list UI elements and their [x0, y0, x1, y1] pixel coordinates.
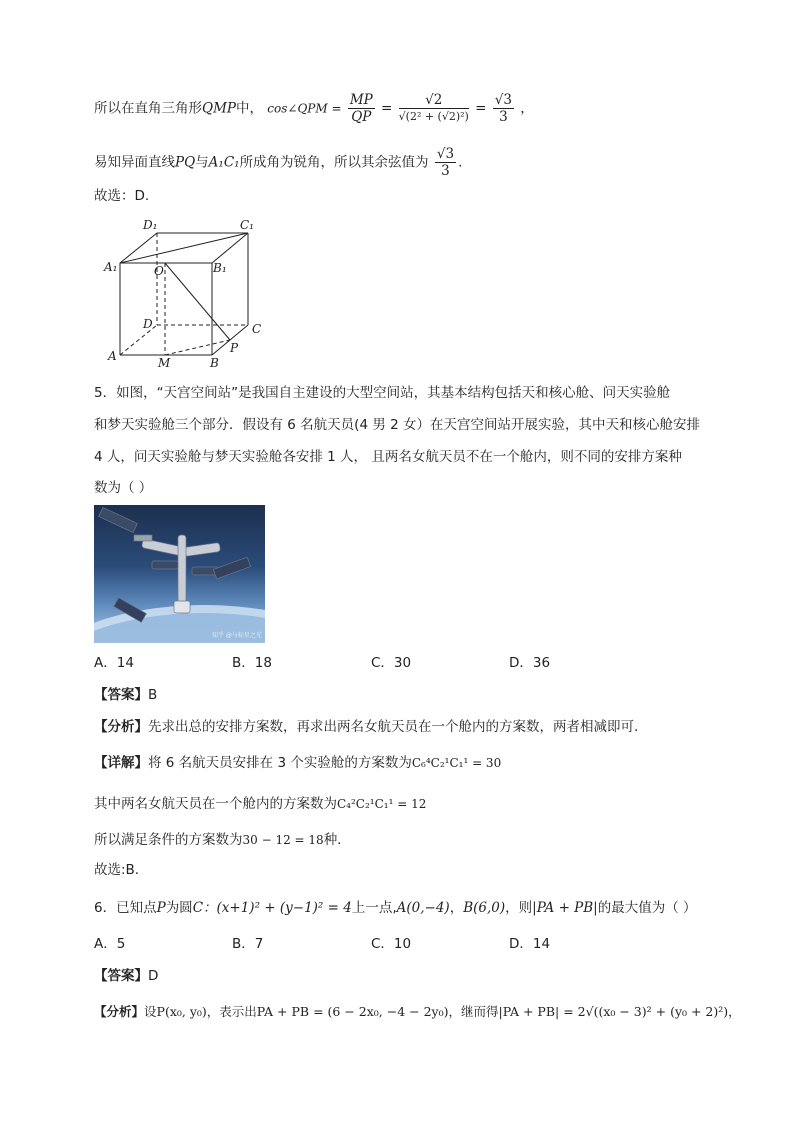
- expr: P(x₀, y₀): [156, 1004, 207, 1019]
- q5-option-d[interactable]: D．36: [509, 655, 551, 671]
- q5-line-4: 数为（ ）: [94, 480, 153, 496]
- math-a1c1: A₁C₁: [208, 154, 240, 171]
- text: .: [458, 154, 463, 171]
- text: 易知异面直线: [94, 154, 175, 171]
- math-pq: PQ: [175, 154, 196, 171]
- answer-tag: 【答案】: [94, 687, 148, 703]
- answer-tag: 【答案】: [94, 968, 148, 984]
- label-d1: D₁: [143, 218, 158, 232]
- q6-analysis: [94, 1002, 741, 1022]
- fraction-answer: [435, 146, 456, 179]
- label-d: D: [143, 317, 153, 331]
- math-circle: C：(x+1)² + (y−1)² = 4: [192, 900, 352, 916]
- text: ，则: [505, 900, 533, 916]
- expr: 30 − 12 = 18: [242, 833, 324, 847]
- fraction-result: [493, 92, 514, 125]
- q5-choose: 故选:B.: [94, 862, 140, 878]
- math-tri: QMP: [202, 100, 236, 117]
- expr: C₄²C₂¹C₁¹ = 12: [337, 797, 427, 811]
- equals: =: [381, 100, 393, 117]
- q5-detail: [94, 753, 501, 773]
- cube-figure: [100, 215, 280, 370]
- math-p: P: [156, 900, 166, 916]
- text: 所以在直角三角形: [94, 100, 202, 117]
- space-station-photo: [94, 505, 265, 643]
- q6-option-b[interactable]: B．7: [232, 936, 264, 952]
- q5-option-c[interactable]: C．30: [371, 655, 412, 671]
- space-station-image: [94, 505, 265, 643]
- expr: |PA + PB| = 2√((x₀ − 3)² + (y₀ + 2)²): [498, 1004, 729, 1019]
- q6-options: [94, 934, 694, 954]
- q6-stem: [94, 898, 697, 918]
- text: ，: [728, 1004, 741, 1019]
- text: 所以满足条件的方案数为: [94, 832, 243, 848]
- frac-den: QP: [351, 109, 372, 125]
- line-skew-lines: [94, 146, 462, 179]
- text: ，表示出: [206, 1004, 257, 1019]
- detail-tag: 【详解】: [94, 755, 148, 771]
- label-a1: A₁: [104, 260, 118, 274]
- line-cos-qpm: [94, 92, 534, 125]
- label-b: B: [210, 356, 219, 370]
- q5-option-a[interactable]: A．14: [94, 655, 134, 671]
- q5-options: [94, 653, 694, 673]
- q5-line-1: 5．如图，“天宫空间站”是我国自主建设的大型空间站，其基本结构包括天和核心舱、问天实验舱: [94, 385, 671, 401]
- analysis-tag: 【分析】: [94, 719, 148, 735]
- math-point-b: B(6,0): [463, 900, 506, 916]
- text: 所成角为锐角，所以其余弦值为: [239, 154, 429, 171]
- math-point-a: A(0,−4): [396, 900, 450, 916]
- text: 其中两名女航天员在一个舱内的方案数为: [94, 796, 337, 812]
- label-b1: B₁: [213, 261, 227, 275]
- analysis-tag: 【分析】: [94, 1004, 145, 1019]
- q6-answer: [94, 966, 158, 986]
- q5-analysis: [94, 717, 638, 737]
- answer-value: D: [148, 968, 159, 984]
- photo-watermark: 知乎 @与标星之光: [212, 632, 262, 639]
- text: 上一点,: [351, 900, 397, 916]
- choose-d: 故选：D.: [94, 188, 150, 204]
- q5-line-3: 4 人，问天实验舱与梦天实验舱各安排 1 人， 且两名女航天员不在一个舱内，则不同的安排方案种: [94, 449, 682, 465]
- text: 与: [195, 154, 209, 171]
- frac-num: √3: [494, 92, 512, 108]
- expr: PA + PB = (6 − 2x₀, −4 − 2y₀): [256, 1004, 449, 1019]
- label-o: O: [154, 264, 164, 278]
- q5-line-2: 和梦天实验舱三个部分．假设有 6 名航天员(4 男 2 女）在天宫空间站开展实验，其中天和核心舱安排: [94, 417, 700, 433]
- frac-den: √(2² + (√2)²): [398, 110, 469, 123]
- text: 中，: [235, 100, 263, 117]
- text: 设: [144, 1004, 157, 1019]
- q6-option-c[interactable]: C．10: [371, 936, 412, 952]
- text: 种.: [323, 832, 342, 848]
- q5-option-b[interactable]: B．18: [232, 655, 272, 671]
- label-p: P: [230, 341, 239, 355]
- text: ，: [449, 900, 464, 916]
- q5-answer: [94, 685, 157, 705]
- q5-line-c: [94, 830, 341, 850]
- frac-num: MP: [349, 92, 373, 108]
- q6-option-a[interactable]: A．5: [94, 936, 126, 952]
- text: ，: [520, 100, 534, 117]
- label-a: A: [108, 349, 117, 363]
- frac-den: 3: [441, 163, 450, 179]
- detail-expr: C₆⁴C₂¹C₁¹ = 30: [411, 756, 502, 770]
- label-c1: C₁: [240, 218, 254, 232]
- fraction-sqrt: [399, 92, 469, 125]
- equals: =: [475, 100, 487, 117]
- q6-option-d[interactable]: D．14: [509, 936, 551, 952]
- label-c: C: [252, 322, 262, 336]
- label-m: M: [158, 356, 171, 370]
- text: 为圆: [165, 900, 193, 916]
- math-vector-sum: |PA + PB|: [532, 900, 598, 916]
- answer-value: B: [148, 687, 158, 703]
- math-cos: cos∠QPM =: [267, 101, 342, 116]
- text: 6．已知点: [94, 900, 157, 916]
- detail-text: 将 6 名航天员安排在 3 个实验舱的方案数为: [148, 755, 412, 771]
- text: 的最大值为（ ）: [597, 900, 697, 916]
- frac-num: √3: [436, 146, 455, 162]
- frac-num: √2: [399, 92, 469, 109]
- fraction-mp-qp: [348, 92, 375, 125]
- frac-den: 3: [499, 109, 508, 125]
- q5-line-b: [94, 794, 426, 814]
- text: ，继而得: [448, 1004, 499, 1019]
- analysis-text: 先求出总的安排方案数，再求出两名女航天员在一个舱内的方案数，两者相减即可.: [148, 719, 639, 735]
